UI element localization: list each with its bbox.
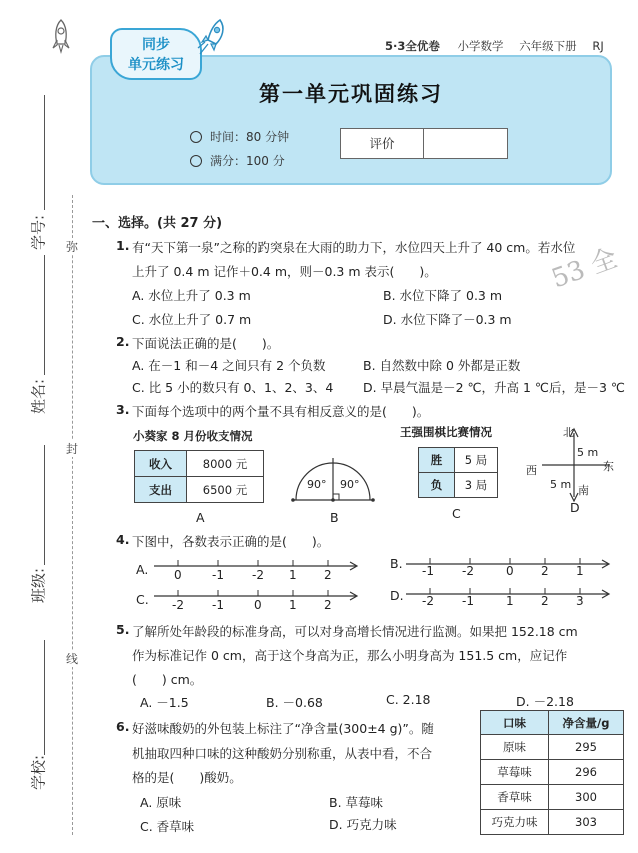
q4-a-tick: 2 [324, 568, 332, 582]
evaluation-field[interactable] [424, 129, 507, 158]
q4-b-tick: -2 [462, 564, 474, 578]
q3-a-table [134, 450, 264, 503]
score-info [190, 152, 285, 169]
q2-option-d[interactable]: D. 早晨气温是－2 ℃，升高 1 ℃后，是－3 ℃ [363, 380, 625, 395]
q1-option-c[interactable]: C. 水位上升了 0.7 m [132, 312, 252, 327]
q4-option-a-label[interactable]: A. [136, 562, 149, 577]
q4-c-tick: 0 [254, 598, 262, 612]
evaluation-box [340, 128, 508, 159]
q3-a-caption: 小葵家 8 月份收支情况 [133, 429, 253, 443]
q6-weight-table [480, 710, 624, 835]
q6-line-2: 机抽取四种口味的这种酸奶分别称重，从表中看，不合 [132, 746, 433, 761]
q6-option-a[interactable]: A. 原味 [140, 795, 182, 810]
q6-table-header: 净含量/g [549, 711, 624, 735]
q5-line-1: 了解所处年龄段的标准身高，可以对身高增长情况进行监测。如果把 152.18 cm [132, 624, 578, 639]
q3-a-cell: 6500 元 [187, 477, 264, 503]
q3-b-angle-figure [290, 450, 376, 506]
q4-b-tick: -1 [422, 564, 434, 578]
q4-option-b-label[interactable]: B. [390, 556, 403, 571]
q3-option-c-label[interactable]: C [452, 506, 461, 521]
q2-option-b[interactable]: B. 自然数中除 0 外都是正数 [363, 358, 521, 373]
q6-table-cell: 296 [549, 760, 624, 785]
q1-number: 1. [116, 238, 130, 253]
q6-table-cell: 295 [549, 735, 624, 760]
time-text: 时间：80 分钟 [210, 130, 290, 144]
side-rocket-icon [50, 18, 72, 54]
q3-c-table [418, 447, 498, 498]
q4-d-tick: -1 [462, 594, 474, 608]
q4-a-tick: -2 [252, 568, 264, 582]
evaluation-label: 评价 [341, 129, 424, 158]
name-line [44, 255, 45, 375]
school-label: 学校: [29, 754, 48, 791]
q4-c-tick: 1 [289, 598, 297, 612]
q3-stem: 下面每个选项中的两个量不具有相反意义的是( )。 [132, 404, 430, 419]
q3-c-cell: 负 [419, 473, 455, 498]
series-bar [385, 38, 604, 54]
badge-line-2: 单元练习 [128, 57, 184, 73]
q6-option-d[interactable]: D. 巧克力味 [329, 817, 397, 832]
q1-option-a[interactable]: A. 水位上升了 0.3 m [132, 288, 251, 303]
q6-table-cell: 香草味 [481, 785, 549, 810]
q6-table-cell: 草莓味 [481, 760, 549, 785]
watermark-stamp: 53 全 [547, 243, 622, 295]
q4-a-tick: 0 [174, 568, 182, 582]
q3-d-west: 西 [526, 464, 537, 477]
q3-option-a-label[interactable]: A [196, 510, 205, 525]
q4-d-tick: 1 [506, 594, 514, 608]
q2-option-c[interactable]: C. 比 5 小的数只有 0、1、2、3、4 [132, 380, 334, 395]
q5-line-2: 作为标准记作 0 cm，高于这个身高为正，那么小明身高为 151.5 cm，应记作 [132, 648, 568, 663]
q2-stem: 下面说法正确的是( )。 [132, 336, 280, 351]
q4-b-tick: 0 [506, 564, 514, 578]
q6-table-cell: 巧克力味 [481, 810, 549, 835]
q1-line-2: 上升了 0.4 m 记作＋0.4 m，则－0.3 m 表示( )。 [132, 264, 437, 279]
q3-d-distance-2: 5 m [550, 478, 572, 491]
school-line [44, 640, 45, 755]
q4-a-tick: -1 [212, 568, 224, 582]
check-icon [190, 155, 202, 167]
q6-line-3: 格的是( )酸奶。 [132, 770, 242, 785]
q3-d-distance-1: 5 m [577, 446, 599, 459]
rocket-icon [196, 18, 228, 58]
q4-option-d-label[interactable]: D. [390, 588, 404, 603]
q4-b-tick: 2 [541, 564, 549, 578]
student-id-line [44, 95, 45, 210]
class-label: 班级: [29, 567, 48, 604]
q3-number: 3. [116, 402, 130, 417]
q1-line-1: 有“天下第一泉”之称的趵突泉在大雨的助力下，水位四天上升了 40 cm。若水位 [132, 240, 576, 255]
sync-badge [110, 28, 202, 80]
q4-c-tick: 2 [324, 598, 332, 612]
seal-cut-line [72, 195, 73, 835]
q5-option-a[interactable]: A. －1.5 [140, 695, 189, 710]
series-name: 5·3全优卷 [385, 39, 440, 53]
q6-table-header: 口味 [481, 711, 549, 735]
q6-line-1: 好滋味酸奶的外包装上标注了“净含量(300±4 g)”。随 [132, 721, 434, 736]
q4-c-tick: -1 [212, 598, 224, 612]
q4-stem: 下图中，各数表示正确的是( )。 [132, 534, 330, 549]
q4-b-tick: 1 [576, 564, 584, 578]
q3-d-north: 北 [563, 426, 574, 439]
q3-c-cell: 胜 [419, 448, 455, 473]
q3-d-east: 东 [603, 460, 614, 473]
seal-char-2: 封 [65, 442, 78, 456]
q3-a-cell: 收入 [135, 451, 187, 477]
q4-d-tick: 2 [541, 594, 549, 608]
grade: 六年级下册 [519, 39, 577, 53]
page-title: 第一单元巩固练习 [259, 82, 443, 106]
edition: RJ [592, 39, 604, 53]
q3-option-b-label[interactable]: B [330, 510, 339, 525]
time-info [190, 128, 289, 145]
q6-number: 6. [116, 719, 130, 734]
q3-b-angle-1: 90° [307, 478, 327, 491]
name-label: 姓名: [29, 378, 48, 415]
q6-table-cell: 原味 [481, 735, 549, 760]
q6-option-c[interactable]: C. 香草味 [140, 819, 195, 834]
q4-d-tick: -2 [422, 594, 434, 608]
q5-number: 5. [116, 622, 130, 637]
class-line [44, 445, 45, 565]
q3-option-d-label[interactable]: D [570, 500, 580, 515]
q6-table-cell: 303 [549, 810, 624, 835]
q5-line-3: ( ) cm。 [132, 672, 203, 687]
q2-number: 2. [116, 334, 130, 349]
q5-option-c[interactable]: C. 2.18 [386, 692, 431, 707]
q3-c-cell: 3 局 [455, 473, 498, 498]
q3-c-cell: 5 局 [455, 448, 498, 473]
q5-option-d[interactable]: D. －2.18 [516, 694, 574, 709]
q3-a-cell: 支出 [135, 477, 187, 503]
q4-number: 4. [116, 532, 130, 547]
q3-a-cell: 8000 元 [187, 451, 264, 477]
q3-c-caption: 王强围棋比赛情况 [400, 425, 492, 439]
subject: 小学数学 [457, 39, 504, 53]
student-id-label: 学号: [29, 214, 48, 251]
q3-d-south: 南 [578, 484, 589, 497]
score-text: 满分：100 分 [210, 154, 285, 168]
q4-d-tick: 3 [576, 594, 584, 608]
q4-a-tick: 1 [289, 568, 297, 582]
q3-b-angle-2: 90° [340, 478, 360, 491]
section-heading: 一、选择。(共 27 分) [92, 216, 223, 231]
q4-c-tick: -2 [172, 598, 184, 612]
q1-option-d[interactable]: D. 水位下降了－0.3 m [383, 312, 512, 327]
q2-option-a[interactable]: A. 在－1 和－4 之间只有 2 个负数 [132, 358, 326, 373]
seal-char-1: 弥 [65, 240, 78, 254]
q6-option-b[interactable]: B. 草莓味 [329, 795, 384, 810]
q4-option-c-label[interactable]: C. [136, 592, 149, 607]
q5-option-b[interactable]: B. －0.68 [266, 695, 323, 710]
q6-table-cell: 300 [549, 785, 624, 810]
seal-char-3: 线 [65, 652, 78, 666]
clock-icon [190, 131, 202, 143]
q1-option-b[interactable]: B. 水位下降了 0.3 m [383, 288, 503, 303]
badge-line-1: 同步 [142, 37, 170, 53]
